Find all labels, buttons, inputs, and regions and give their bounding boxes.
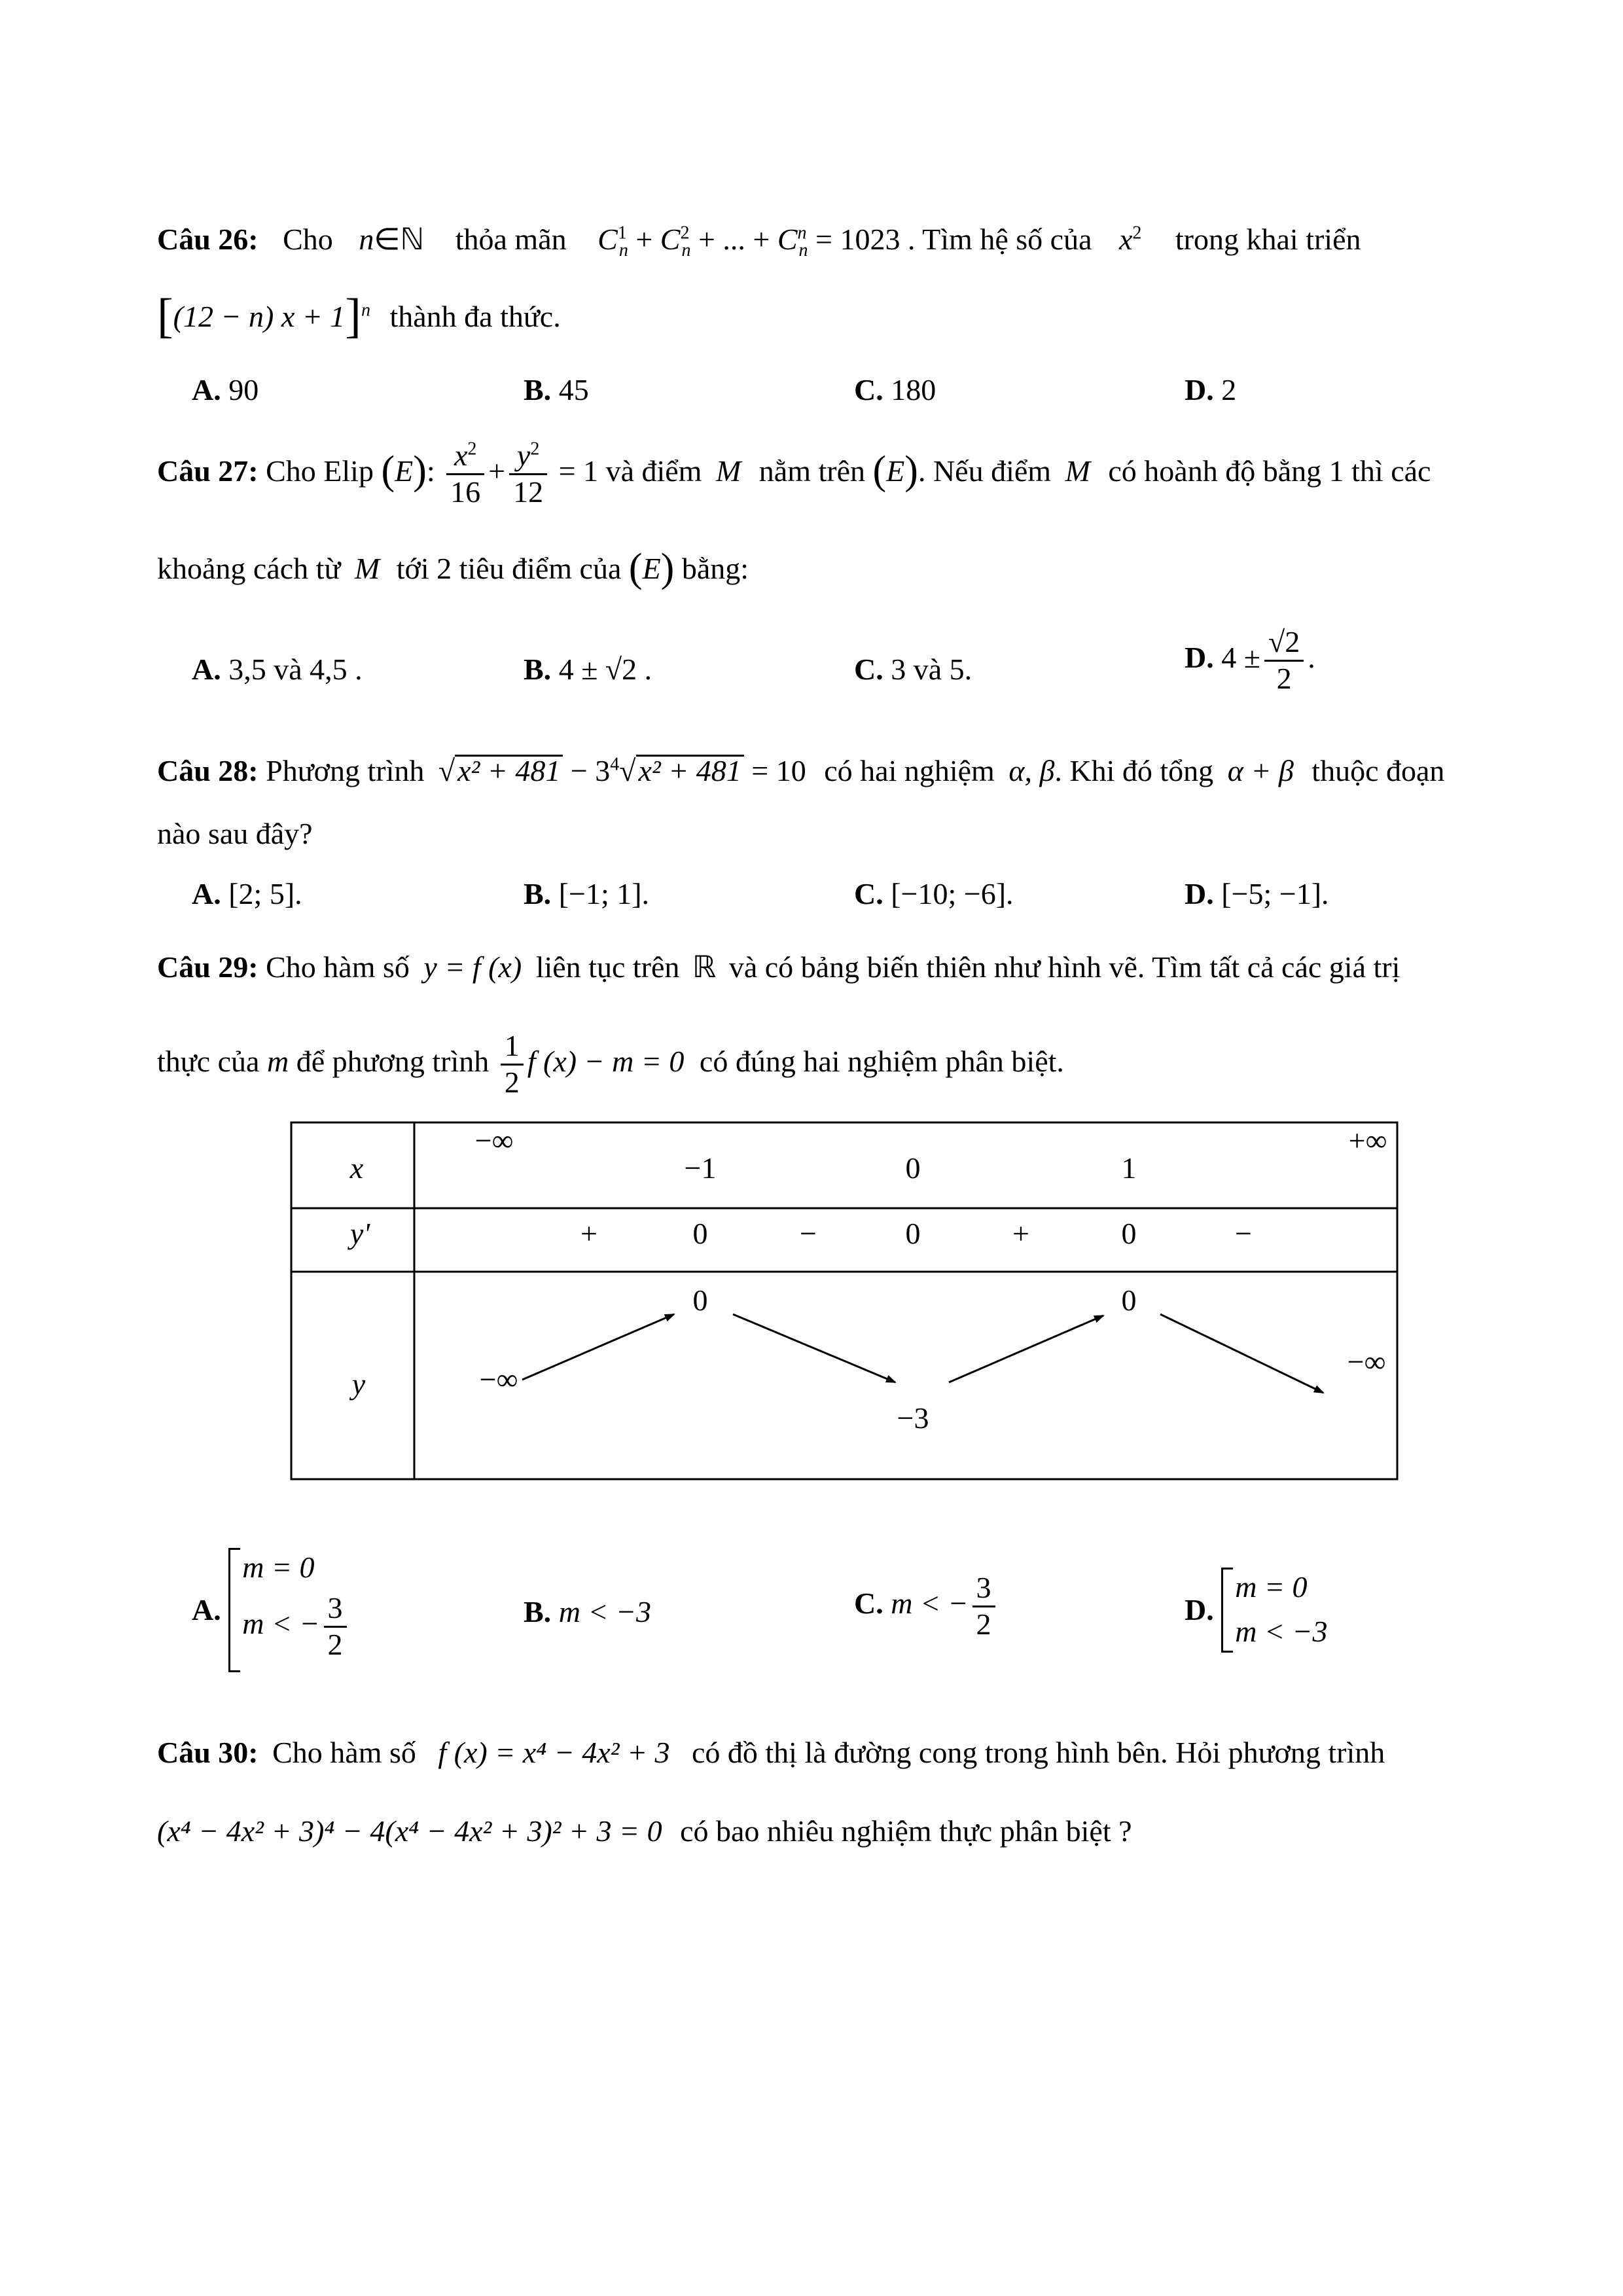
q29-option-a[interactable]: A. m = 0 m < − $\frac{3}{2}$ <box>192 1548 351 1672</box>
q29-line1: Câu 29: Cho hàm số y = f (x) liên tục trên ℝ và có bảng biến thiên như hình vẽ. Tìm tất cả các giá trị <box>157 950 1400 984</box>
q30-label: Câu 30: <box>157 1736 259 1769</box>
q26-sum: $C^1_n + C^2_n$ + ... + $C^n_n = 1023$ <box>597 223 901 261</box>
q29-label: Câu 29: <box>157 950 259 984</box>
yp-zero-3: 0 <box>1121 1217 1137 1250</box>
x-val-neg-inf: −∞ <box>474 1124 514 1157</box>
q28-line1: Câu 28: Phương trình $√x^2 + 481 - 3^4√x^2 + 481 = 10$ có hai nghiệm α, β. Khi đó tổng α + β thuộc đoạn <box>157 754 1445 787</box>
q28-option-b[interactable]: B. [−1; 1]. <box>524 877 650 910</box>
q26-line1: Câu 26: Cho n∈ℕ thỏa mãn $C^1_n + C^2_n$ + ... + $C^n_n = 1023$ . Tìm hệ số của $x^2$ trong khai triển <box>157 223 1361 261</box>
q26-label: Câu 26: <box>157 223 259 256</box>
q27-option-c[interactable]: C. 3 và 5. <box>854 653 972 686</box>
q27-line2: khoảng cách từ M tới 2 tiêu điểm của (E) bằng: <box>157 546 749 590</box>
q26-option-c[interactable]: C. 180 <box>854 373 936 406</box>
yp-sign-3: + <box>1012 1217 1029 1250</box>
yp-zero-1: 0 <box>692 1217 708 1250</box>
x-val-1: 1 <box>1121 1151 1137 1185</box>
x-val-pos-inf: +∞ <box>1348 1124 1387 1157</box>
yp-sign-4: − <box>1235 1217 1252 1250</box>
y-val-max1: 0 <box>692 1283 708 1317</box>
variation-table <box>288 1119 1400 1482</box>
y-val-end: −∞ <box>1347 1345 1386 1378</box>
q28-option-c[interactable]: C. [−10; −6]. <box>854 877 1014 910</box>
y-val-start: −∞ <box>479 1363 518 1396</box>
q27-line1: Câu 27: Cho Elip (E): $\frac{x^2}{16}$ + $\frac{y^2}{12}$ = 1 và điểm M nằm trên (E). Nếu điểm M có hoành độ bằng 1 thì các <box>157 439 1431 509</box>
q30-line2: (x⁴ − 4x² + 3)⁴ − 4(x⁴ − 4x² + 3)² + 3 = 0 có bao nhiêu nghiệm thực phân biệt ? <box>157 1814 1132 1848</box>
q30-line1: Câu 30: Cho hàm số f (x) = x⁴ − 4x² + 3 có đồ thị là đường cong trong hình bên. Hỏi phương trình <box>157 1736 1385 1769</box>
yp-zero-2: 0 <box>905 1217 921 1250</box>
q27-label: Câu 27: <box>157 454 259 488</box>
q29-line2: thực của m để phương trình $\frac{1}{2}$ f (x) − m = 0 có đúng hai nghiệm phân biệt. <box>157 1029 1064 1099</box>
table-row-x-label: x <box>349 1151 364 1185</box>
table-row-yprime-label: y' <box>349 1217 370 1250</box>
table-row-y-label: y <box>351 1367 366 1401</box>
yp-sign-2: − <box>800 1217 817 1250</box>
arrow-up-2 <box>949 1316 1103 1382</box>
x-val-neg1: −1 <box>684 1151 717 1185</box>
y-val-max2: 0 <box>1121 1283 1137 1317</box>
q26-option-a[interactable]: A. 90 <box>192 373 259 406</box>
q26-option-d[interactable]: D. 2 <box>1185 373 1237 406</box>
arrow-down-1 <box>733 1314 895 1382</box>
table-grid <box>291 1122 1397 1479</box>
q29-option-c[interactable]: C. m < − $\frac{3}{2}$ <box>854 1571 999 1642</box>
q26-line2: [(12 − n) x + 1]$^n$ thành đa thức. <box>157 289 561 343</box>
q27-frac-x: $\frac{x^2}{16}$ <box>446 439 484 510</box>
x-val-0: 0 <box>905 1151 921 1185</box>
y-val-min: −3 <box>897 1401 929 1435</box>
q29-option-b[interactable]: B. m < −3 <box>524 1595 651 1628</box>
q27-option-d[interactable]: D. 4 ± $\frac{√2}{2}$ . <box>1185 625 1315 695</box>
q27-frac-y: $\frac{y^2}{12}$ <box>509 439 547 510</box>
q29-option-d[interactable]: D. m = 0 m < −3 <box>1185 1568 1328 1653</box>
q26-expr: (12 − n) x + 1 <box>173 300 346 333</box>
arrow-down-2 <box>1160 1314 1323 1393</box>
q27-option-b[interactable]: B. 4 ± √2 . <box>524 653 652 686</box>
yp-sign-1: + <box>580 1217 597 1250</box>
q28-label: Câu 28: <box>157 754 259 787</box>
q28-option-d[interactable]: D. [−5; −1]. <box>1185 877 1329 910</box>
q27-option-a[interactable]: A. 3,5 và 4,5 . <box>192 653 363 686</box>
q28-option-a[interactable]: A. [2; 5]. <box>192 877 302 910</box>
q26-option-b[interactable]: B. 45 <box>524 373 589 406</box>
arrow-up-1 <box>522 1314 674 1380</box>
q28-line2: nào sau đây? <box>157 817 313 850</box>
